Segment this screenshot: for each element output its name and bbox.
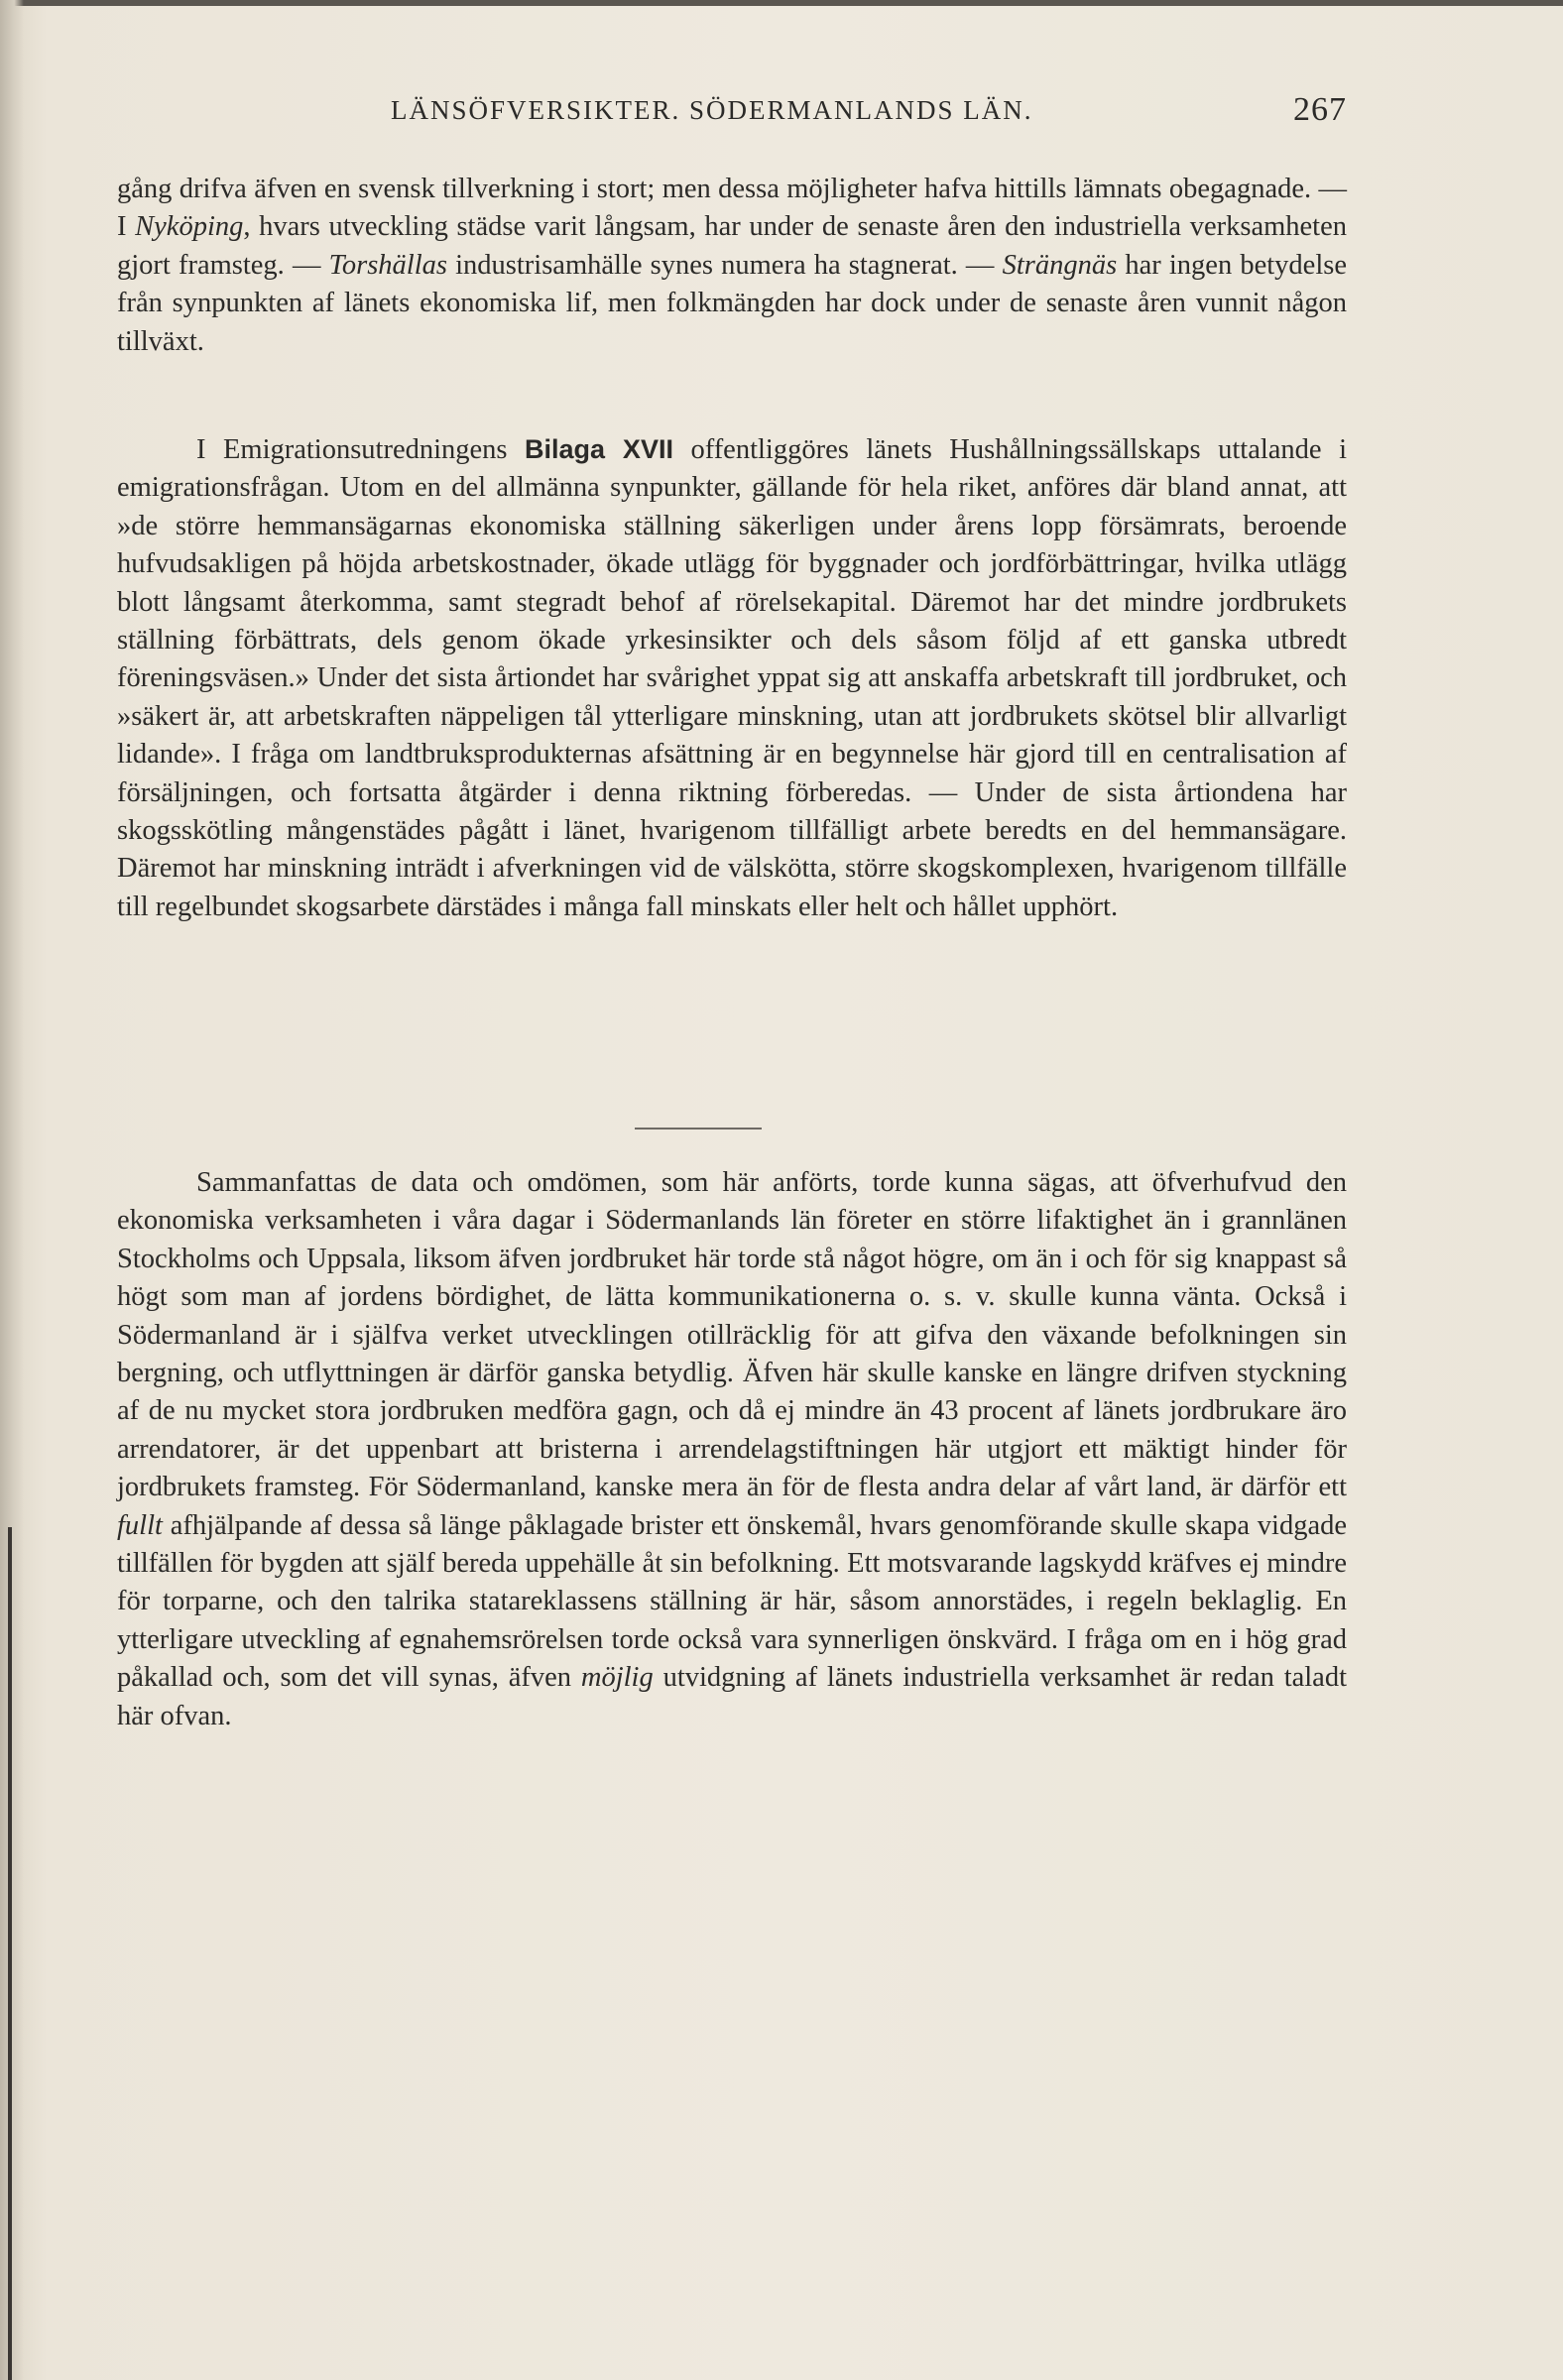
page-top-border <box>0 0 1563 6</box>
paragraph-text: utvidgning af länets industriella verksamhet är redan taladt här ofvan. <box>117 1662 1347 1731</box>
paragraph-text: gång drifva äfven en svensk tillverkning i stort; men dessa möjligheter hafva hittills lämnats obegagnade. — I <box>117 174 1347 243</box>
paragraph-text: har ingen betydelse från synpunkten af länets ekonomiska lif, men folkmängden har dock under de senaste åren vunnit någon tillväxt. <box>117 249 1347 357</box>
emphasis-mojlig: möjlig <box>580 1662 654 1694</box>
page-number: 267 <box>1293 91 1347 128</box>
paragraph-summary <box>117 1164 1347 1735</box>
paragraph-emigration-report <box>117 430 1347 926</box>
paragraph-text: , hvars utveckling städse varit långsam, har under de senaste åren den industriella verksamheten gjort framsteg. — <box>117 211 1347 281</box>
place-name-torshalla: Torshällas <box>328 249 447 281</box>
running-header <box>117 91 1347 135</box>
paragraph-text: industrisamhälle synes numera ha stagnerat. — <box>446 249 1003 281</box>
binding-edge <box>8 1527 12 2380</box>
emphasis-fullt: fullt <box>117 1509 163 1541</box>
running-header-title: LÄNSÖFVERSIKTER. SÖDERMANLANDS LÄN. <box>391 95 1033 125</box>
place-name-nykoping: Nyköping <box>135 211 244 243</box>
paragraph-text: offentliggöres länets Hushållningssällskaps uttalande i emigrationsfrågan. Utom en del allmänna synpunkter, gällande för hela riket, anföres där bland annat, att »de större hemmansägarnas ekonomiska ställning säkerligen under årens lopp försämrats, beroende hufvudsakligen på höjda arbetskostnader, ökade utlägg för byggnader och jordförbättringar, hvilka utlägg blott långsamt återkomma, samt stegradt behof af rörelsekapital. Däremot har det mindre jordbrukets ställning förbättrats, dels genom ökade yrkesinsikter och dels såsom följd af ett ganska utbredt föreningsväsen.» Under det sista årtiondet har svårighet yppat sig att anskaffa arbetskraft till jordbruket, och »säkert är, att arbetskraften näppeligen tål ytterligare minskning, utan att jordbrukets skötsel blir allvarligt lidande». I fråga om landtbruksprodukternas afsättning är en begynnelse här gjord till en centralisation af försäljningen, och fortsatta åtgärder i denna riktning förberedas. — Under de sista årtiondena har skogsskötling mångenstädes pågått i länet, hvarigenom tillfälligt arbete beredts en del hemmansägare. Däremot har minskning inträdt i afverkningen vid de välskötta, större skogskomplexen, hvarigenom tillfälle till regelbundet skogsarbete därstädes i många fall minskats eller helt och hållet upphört. <box>117 434 1347 922</box>
appendix-reference: Bilaga XVII <box>525 434 673 464</box>
section-divider <box>635 1128 762 1130</box>
place-name-strangnas: Strängnäs <box>1002 249 1118 281</box>
paragraph-text: Sammanfattas de data och omdömen, som här anförts, torde kunna sägas, att öfverhufvud den ekonomiska verksamheten i våra dagar i Södermanlands län företer en större lifaktighet än i grannlänen Stockholms och Uppsala, liksom äfven jordbruket här torde stå något högre, om än i och för sig knappast så högt som man af jordens bördighet, de lätta kommunikationerna o. s. v. skulle kunna vänta. Också i Södermanland är i själfva verket utvecklingen otillräcklig för att gifva den växande befolkningen sin bergning, och utflyttningen är därför ganska betydlig. Äfven här skulle kanske en längre drifven styckning af de nu mycket stora jordbruken medföra gagn, och då ej mindre än 43 procent af länets jordbrukare äro arrendatorer, är det uppenbart att bristerna i arrendelagstiftningen här utgjort ett mäktigt hinder för jordbrukets framsteg. För Södermanland, kanske mera än för de flesta andra delar af vårt land, är därför ett <box>117 1167 1347 1503</box>
paragraph-text: I Emigrationsutredningens <box>196 434 526 465</box>
paragraph-towns <box>117 171 1347 361</box>
paragraph-text: afhjälpande af dessa så länge påklagade brister ett önskemål, hvars genomförande skulle skapa vidgade tillfällen för bygden att själf bereda uppehälle åt sin befolkning. Ett motsvarande lagskydd kräfves ej mindre för torparne, och den talrika statareklassens ställning är här, såsom annorstädes, i regeln beklaglig. En ytterligare utveckling af egnahemsrörelsen torde också vara synnerligen önskvärd. I fråga om en i hög grad påkallad och, som det vill synas, äfven <box>117 1509 1347 1694</box>
page-gutter-shadow <box>0 0 24 2380</box>
